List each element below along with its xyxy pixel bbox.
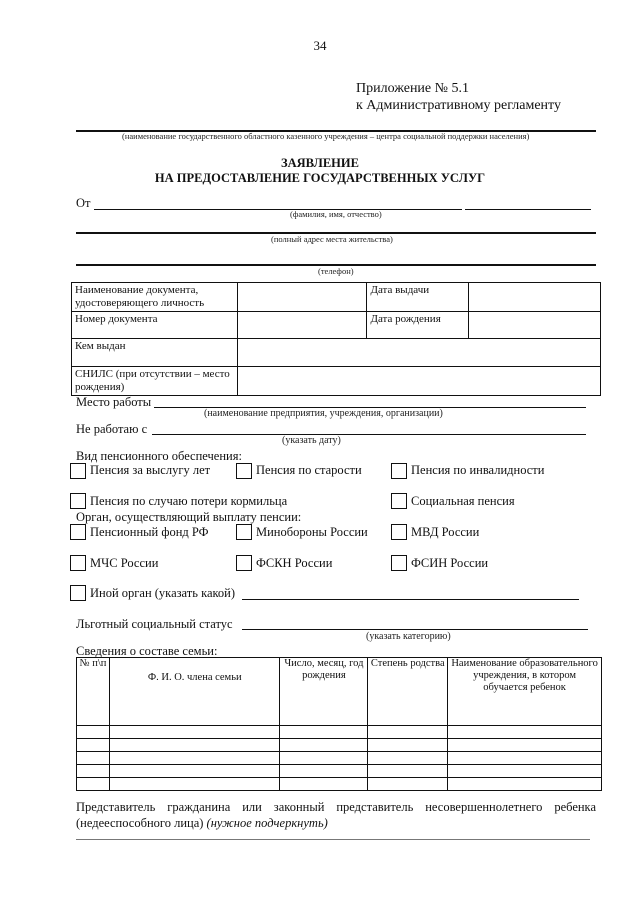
family-table bbox=[76, 657, 602, 791]
pension-survivor-checkbox[interactable] bbox=[70, 493, 86, 509]
table-row bbox=[77, 739, 602, 752]
doc-name-value[interactable] bbox=[237, 283, 367, 312]
birth-date-label: Дата рождения bbox=[367, 312, 469, 339]
family-header-school: Наименование образовательного учреждения, в котором обучается ребенок bbox=[448, 658, 602, 726]
table-row bbox=[77, 778, 602, 791]
status-caption: (указать категорию) bbox=[366, 631, 451, 642]
form-title bbox=[0, 156, 640, 186]
payer-mvd-checkbox[interactable] bbox=[391, 524, 407, 540]
payer-mod-checkbox[interactable] bbox=[236, 524, 252, 540]
payer-pfr-checkbox[interactable] bbox=[70, 524, 86, 540]
appendix-header bbox=[356, 80, 561, 114]
payer-fsin-checkbox[interactable] bbox=[391, 555, 407, 571]
payer-pfr-label: Пенсионный фонд РФ bbox=[90, 525, 209, 539]
family-header-number: № п\п bbox=[77, 658, 110, 726]
table-row bbox=[77, 726, 602, 739]
fullname-caption: (фамилия, имя, отчество) bbox=[290, 209, 382, 219]
representative-line[interactable] bbox=[76, 839, 590, 840]
payer-mchs-label: МЧС России bbox=[90, 556, 159, 570]
form-title-line-1: ЗАЯВЛЕНИЕ bbox=[281, 156, 359, 170]
representative-note: (нужное подчеркнуть) bbox=[206, 816, 328, 830]
doc-number-value[interactable] bbox=[237, 312, 367, 339]
family-header-name: Ф. И. О. члена семьи bbox=[109, 658, 280, 726]
pension-longservice-label: Пенсия за выслугу лет bbox=[90, 463, 211, 477]
payer-other-label: Иной орган (указать какой) bbox=[90, 586, 236, 600]
pension-disability-label: Пенсия по инвалидности bbox=[411, 463, 545, 477]
issued-by-label: Кем выдан bbox=[72, 339, 238, 367]
not-working-caption: (указать дату) bbox=[282, 435, 341, 446]
issue-date-value[interactable] bbox=[469, 283, 601, 312]
family-title: Сведения о составе семьи: bbox=[76, 644, 218, 658]
payer-fskn-label: ФСКН России bbox=[256, 556, 333, 570]
id-document-table bbox=[71, 282, 601, 396]
family-header-row bbox=[77, 658, 602, 726]
pension-social-checkbox[interactable] bbox=[391, 493, 407, 509]
fullname-line-extra[interactable] bbox=[465, 209, 591, 210]
pension-social-label: Социальная пенсия bbox=[411, 494, 515, 508]
work-caption: (наименование предприятия, учреждения, организации) bbox=[204, 408, 443, 419]
table-row bbox=[77, 752, 602, 765]
fullname-line[interactable] bbox=[94, 209, 462, 210]
representative-text: Представитель гражданина или законный представитель несовершеннолетнего ребенка (недееспособного лица) bbox=[76, 800, 596, 830]
family-header-birth: Число, месяц, год рождения bbox=[280, 658, 368, 726]
work-label: Место работы bbox=[76, 395, 152, 409]
pension-disability-checkbox[interactable] bbox=[391, 463, 407, 479]
family-header-relation: Степень родства bbox=[368, 658, 448, 726]
payer-fskn-checkbox[interactable] bbox=[236, 555, 252, 571]
appendix-line-2: к Административному регламенту bbox=[356, 98, 561, 113]
issued-by-value[interactable] bbox=[237, 339, 600, 367]
payer-mvd-label: МВД России bbox=[411, 525, 480, 539]
table-row bbox=[77, 765, 602, 778]
not-working-label: Не работаю с bbox=[76, 422, 148, 436]
doc-name-label: Наименование документа, удостоверяющего личность bbox=[72, 283, 238, 312]
status-line[interactable] bbox=[242, 629, 588, 630]
appendix-line-1: Приложение № 5.1 bbox=[356, 81, 469, 96]
payer-title: Орган, осуществляющий выплату пенсии: bbox=[76, 510, 302, 524]
payer-other-checkbox[interactable] bbox=[70, 585, 86, 601]
pension-longservice-checkbox[interactable] bbox=[70, 463, 86, 479]
pension-title: Вид пенсионного обеспечения: bbox=[76, 449, 242, 463]
not-working-line[interactable] bbox=[152, 434, 586, 435]
birth-date-value[interactable] bbox=[469, 312, 601, 339]
payer-mod-label: Минобороны России bbox=[256, 525, 368, 539]
from-label: От bbox=[76, 196, 91, 210]
snils-label: СНИЛС (при отсутствии – место рождения) bbox=[72, 367, 238, 396]
page-number: 34 bbox=[313, 38, 327, 53]
snils-value[interactable] bbox=[237, 367, 600, 396]
issue-date-label: Дата выдачи bbox=[367, 283, 469, 312]
pension-oldage-label: Пенсия по старости bbox=[256, 463, 362, 477]
representative-paragraph bbox=[76, 799, 596, 831]
org-caption: (наименование государственного областного казенного учреждения – центра социальной поддержки населения) bbox=[122, 131, 530, 141]
status-label: Льготный социальный статус bbox=[76, 617, 233, 631]
payer-fsin-label: ФСИН России bbox=[411, 556, 489, 570]
phone-caption: (телефон) bbox=[318, 266, 354, 276]
doc-number-label: Номер документа bbox=[72, 312, 238, 339]
payer-other-line[interactable] bbox=[242, 599, 579, 600]
pension-oldage-checkbox[interactable] bbox=[236, 463, 252, 479]
form-title-line-2: НА ПРЕДОСТАВЛЕНИЕ ГОСУДАРСТВЕННЫХ УСЛУГ bbox=[154, 171, 486, 185]
payer-mchs-checkbox[interactable] bbox=[70, 555, 86, 571]
address-caption: (полный адрес места жительства) bbox=[271, 234, 393, 244]
pension-survivor-label: Пенсия по случаю потери кормильца bbox=[90, 494, 288, 508]
